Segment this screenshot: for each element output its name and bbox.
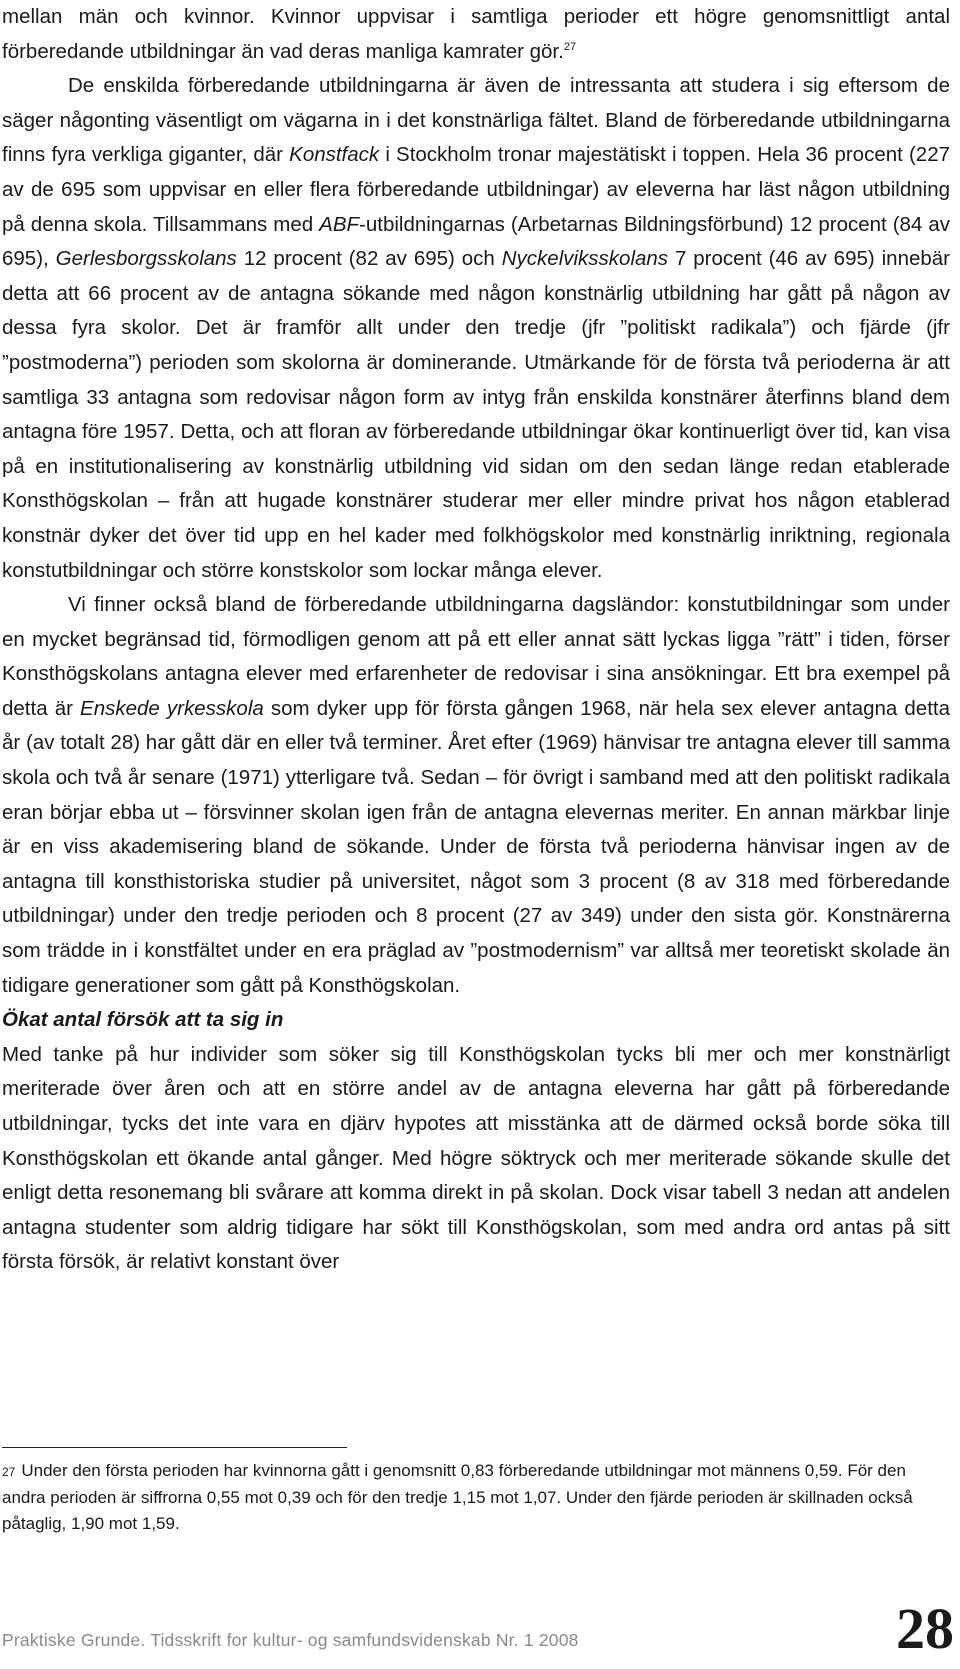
running-footer: Praktiske Grunde. Tidsskrift for kultur- og samfundsvidenskab Nr. 1 2008 xyxy=(2,1630,579,1650)
paragraph-2: De enskilda förberedande utbildningarna är även de intressanta att studera i sig eftersom de säger någonting väsentligt om vägarna in i det konstnärliga fältet. Bland de förberedande utbildningarna finns fyra verkliga giganter, där Konstfack i Stockholm tronar majestätiskt i toppen. Hela 36 procent (227 av de 695 som uppvisar en eller flera förberedande utbildningar) av eleverna har läst någon utbildning på denna skola. Tillsammans med ABF-utbildningarnas (Arbetarnas Bildningsförbund) 12 procent (84 av 695), Gerlesborgsskolans 12 procent (82 av 695) och Nyckelviksskolans 7 procent (46 av 695) innebär detta att 66 procent av de antagna sökande med någon konstnärlig utbildning har gått på någon av dessa fyra skolor. Det är framför allt under den tredje (jfr ”politiskt radikala”) och fjärde (jfr ”postmoderna”) perioden som skolorna är dominerande. Utmärkande för de första två perioderna är att samtliga 33 antagna som redovisar någon form av intyg från enskilda konstnärer återfinns bland dem antagna före 1957. Detta, och att floran av förberedande utbildningar ökar kontinuerligt över tid, kan visa på en institutionalisering av konstnärlig utbildning vid sidan om den sedan länge redan etablerade Konsthögskolan – från att hugade konstnärer studerar mer eller mindre privat hos någon etablerad konstnär dyker det över tid upp en hel kader med folkhögskolor med konstnärlig inriktning, regionala konstutbildningar och större konstskolor som lockar många elever. xyxy=(2,74,951,582)
footnote-number: 27 xyxy=(2,1465,16,1479)
school-name-abf: ABF xyxy=(319,212,360,236)
paragraph-4: Med tanke på hur individer som söker sig till Konsthögskolan tycks bli mer och mer konstnärligt meriterade över åren och att en större andel av de antagna eleverna har gått på förberedande utbildningar, tycks det inte vara en djärv hypotes att misstänka att de därmed också borde söka till Konsthögskolan ett ökande antal gånger. Med högre söktryck och mer meriterade sökande skulle det enligt detta resonemang bli svårare att komma direkt in på skolan. Dock visar tabell 3 nedan att andelen antagna studenter som aldrig tidigare har sökt till Konsthögskolan, som med andra ord antas på sitt första försök, är relativt konstant över xyxy=(2,1042,950,1274)
school-name-konstfack: Konstfack xyxy=(289,143,380,167)
footnote-27 xyxy=(2,1458,942,1537)
section-heading: Ökat antal försök att ta sig in xyxy=(2,1008,284,1032)
paragraph-1: mellan män och kvinnor. Kvinnor uppvisar i samtliga perioder ett högre genomsnittligt antal förberedande utbildningar än vad deras manliga kamrater gör.$^{27}$ xyxy=(2,5,950,63)
school-name-enskede: Enskede yrkesskola xyxy=(80,696,264,720)
footnote-text: Under den första perioden har kvinnorna gått i genomsnitt 0,83 förberedande utbildningar mot männens 0,59. För den andra perioden är siffrorna 0,55 mot 0,39 och för den tredje 1,15 mot 1,07. Under den fjärde perioden är skillnaden också påtaglig, 1,90 mot 1,59. xyxy=(2,1461,913,1533)
footnote-ref-27[interactable]: 27 xyxy=(563,40,577,53)
school-name-gerlesborg: Gerlesborgsskolans xyxy=(55,247,237,271)
page-number: 28 xyxy=(896,1596,954,1661)
paragraph-3: Vi finner också bland de förberedande utbildningarna dagsländor: konstutbildningar som under en mycket begränsad tid, förmodligen genom att på ett eller annat sätt lyckas ligga ”rätt” i tiden, förser Konsthögskolans antagna elever med erfarenheter de redovisar i sina ansökningar. Ett bra exempel på detta är Enskede yrkesskola som dyker upp för första gången 1968, när hela sex elever antagna detta år (av totalt 28) har gått där en eller två terminer. Året efter (1969) hänvisar tre antagna elever till samma skola och två år senare (1971) ytterligare två. Sedan – för övrigt i samband med att den politiskt radikala eran börjar ebba ut – försvinner skolan igen från de antagna elevernas meriter. En annan märkbar linje är en viss akademisering bland de sökande. Under de första två perioderna hänvisar ingen av de antagna till konsthistoriska studier på universitet, något som 3 procent (8 av 318 med förberedande utbildningar) under den tredje perioden och 8 procent (27 av 349) under den sista gör. Konstnärerna som trädde in i konstfältet under en era präglad av ”postmodernism” var alltså mer teoretiskt skolade än tidigare generationer som gått på Konsthögskolan. xyxy=(2,593,950,997)
school-name-nyckelvik: Nyckelviksskolans xyxy=(501,247,669,271)
footnote-divider xyxy=(2,1447,347,1448)
body-text xyxy=(2,0,950,1280)
